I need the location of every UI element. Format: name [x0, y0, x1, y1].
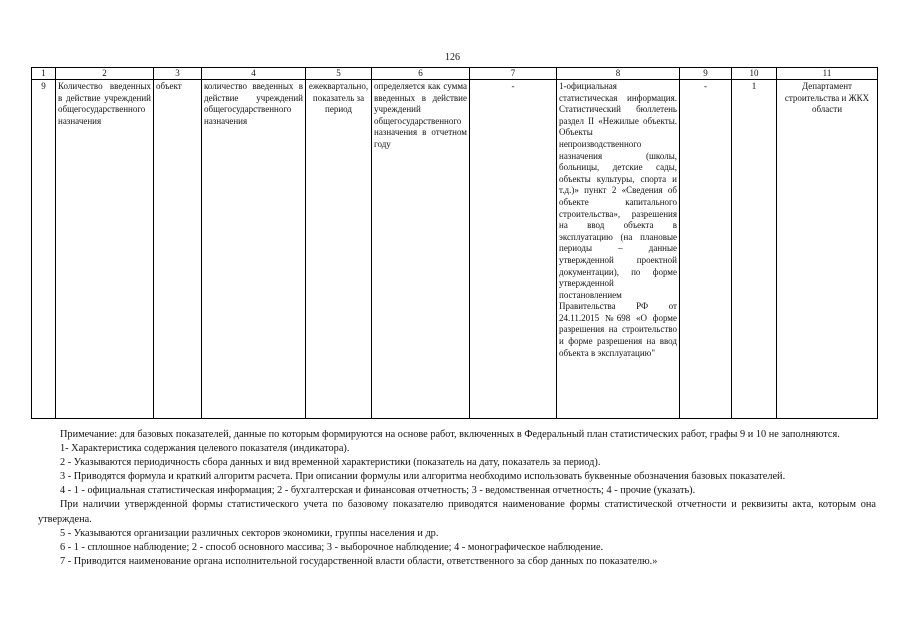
column-9-cell: - — [680, 80, 732, 419]
responsible-body-cell: Департамент строительства и ЖКХ области — [777, 80, 878, 419]
definition-cell: количество введенных в действие учреждений общегосударственного назначения — [202, 80, 306, 419]
column-header-4: 4 — [202, 68, 306, 80]
column-7-cell: - — [470, 80, 557, 419]
column-header-6: 6 — [372, 68, 470, 80]
note-paragraph: 2 - Указываются периодичность сбора данных и вид временной характеристики (показатель на дату, показатель за период). — [60, 457, 601, 469]
note-paragraph: Примечание: для базовых показателей, данные по которым формируются на основе работ, включенных в Федеральный план статистических работ, графы 9 и 10 не заполняются. — [60, 429, 840, 440]
column-header-9: 9 — [680, 68, 732, 80]
notes-section — [38, 428, 876, 569]
source-cell: 1-официальная статистическая информация. Статистический бюллетень раздел II «Нежилые объекты. Объекты непроизводственного назначения (школы, больницы, детские сады, объекты культуры, спорта и т.д.)» пункт 2 «Сведения об объекте капитального строительства», разрешения на ввод объекта в эксплуатацию (на плановые периоды – данные утвержденной проектной документации), по форме утвержденной постановлением Правительства РФ от 24.11.2015 №698 «О форме разрешения на строительство и форме разрешения на ввод объекта в эксплуатацию" — [557, 80, 680, 419]
algorithm-cell: определяется как сумма введенных в действие учреждений общегосударственного назначения в отчетном году — [372, 80, 470, 419]
note-paragraph: 3 - Приводятся формула и краткий алгоритм расчета. При описании формулы или алгоритма необходимо использовать буквенные обозначения базовых показателей. — [60, 471, 786, 483]
note-paragraph: 4 - 1 - официальная статистическая информация; 2 - бухгалтерская и финансовая отчетность; 3 - ведомственная отчетность; 4 - прочие (указать). — [60, 485, 696, 497]
column-10-cell: 1 — [732, 80, 777, 419]
note-paragraph: 7 - Приводится наименование органа исполнительной государственной власти области, ответственного за сбор данных по показателю.» — [60, 555, 658, 567]
indicator-name-cell: Количество введенных в действие учреждений общегосударственного назначения — [56, 80, 154, 419]
column-header-11: 11 — [777, 68, 878, 80]
column-header-10: 10 — [732, 68, 777, 80]
column-header-7: 7 — [470, 68, 557, 80]
column-header-3: 3 — [154, 68, 202, 80]
row-number-cell: 9 — [32, 80, 56, 419]
note-paragraph: 6 - 1 - сплошное наблюдение; 2 - способ основного массива; 3 - выборочное наблюдение; 4 - монографическое наблюдение. — [60, 541, 604, 553]
column-header-8: 8 — [557, 68, 680, 80]
page-number: 126 — [445, 52, 460, 63]
periodicity-cell: ежеквартально, показатель за период — [306, 80, 372, 419]
unit-cell: объект — [154, 80, 202, 419]
note-paragraph: 1- Характеристика содержания целевого показателя (индикатора). — [60, 443, 350, 455]
table-row — [32, 80, 878, 419]
indicator-table — [31, 67, 878, 419]
column-header-2: 2 — [56, 68, 154, 80]
note-paragraph: При наличии утвержденной формы статистического учета по базовому показателю приводятся наименование формы статистической отчетности и реквизиты акта, которым она утверждена. — [38, 499, 876, 525]
column-number-row — [32, 68, 878, 80]
column-header-5: 5 — [306, 68, 372, 80]
note-paragraph: 5 - Указываются организации различных секторов экономики, группы населения и др. — [60, 527, 439, 539]
column-header-1: 1 — [32, 68, 56, 80]
